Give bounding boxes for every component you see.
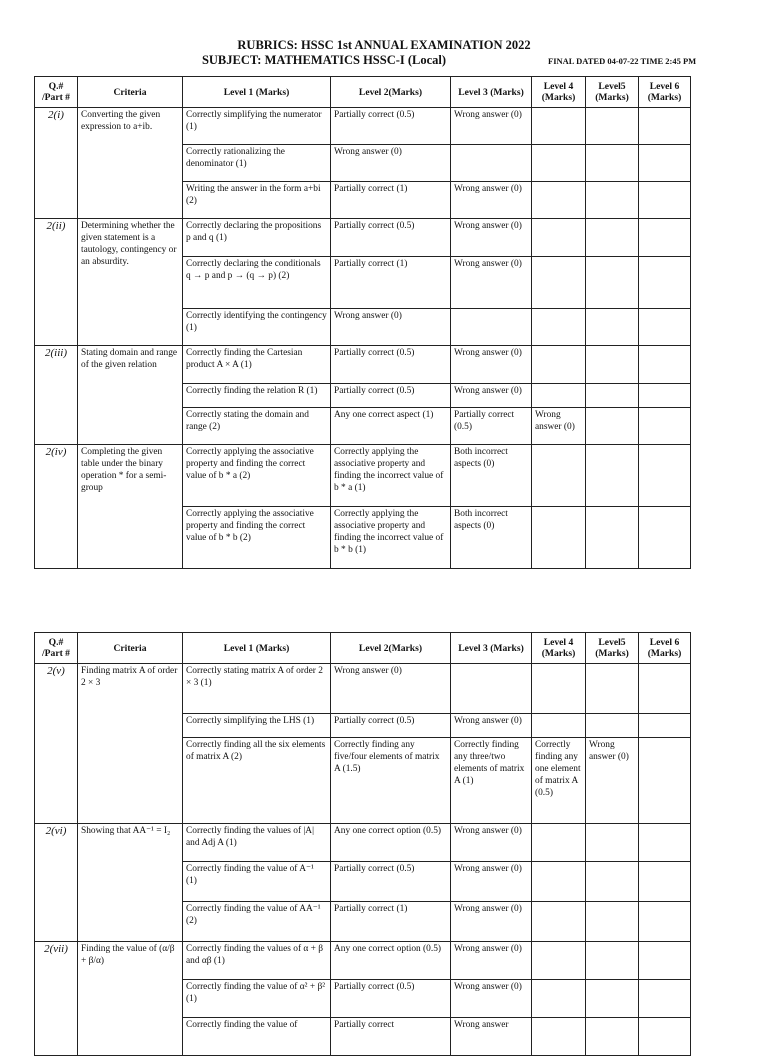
level5-cell: [586, 108, 639, 145]
level4-cell: [532, 346, 586, 384]
level6-cell: [639, 824, 691, 862]
level1-cell: Correctly finding the value of A⁻¹ (1): [183, 862, 331, 902]
table-row: [35, 942, 691, 980]
criteria-cell: Stating domain and range of the given relation: [78, 346, 183, 445]
level6-cell: [639, 445, 691, 507]
level6-cell: [639, 145, 691, 182]
table-row: [35, 824, 691, 862]
level1-cell: Writing the answer in the form a+bi (2): [183, 182, 331, 219]
level2-cell: Partially correct (1): [331, 182, 451, 219]
level6-cell: [639, 714, 691, 738]
column-header-level4: Level 4 (Marks): [532, 633, 586, 664]
question-number: 2(iii): [35, 346, 78, 445]
table-row: [35, 664, 691, 714]
level1-cell: Correctly stating the domain and range (2): [183, 408, 331, 445]
level2-cell: Correctly applying the associative property and finding the incorrect value of b * b (1): [331, 507, 451, 569]
level2-cell: Partially correct (0.5): [331, 980, 451, 1018]
document-subject: SUBJECT: MATHEMATICS HSSC-I (Local): [201, 53, 447, 67]
level2-cell: Partially correct (0.5): [331, 862, 451, 902]
level2-cell: Wrong answer (0): [331, 664, 451, 714]
level3-cell: Wrong answer (0): [451, 257, 532, 309]
level3-cell: Wrong answer (0): [451, 902, 532, 942]
level3-cell: Both incorrect aspects (0): [451, 445, 532, 507]
level5-cell: [586, 507, 639, 569]
level1-cell: Correctly declaring the propositions p and q (1): [183, 219, 331, 257]
level4-cell: [532, 664, 586, 714]
level4-cell: [532, 1018, 586, 1056]
level4-cell: [532, 384, 586, 408]
column-header-level1: Level 1 (Marks): [183, 633, 331, 664]
question-number: 2(i): [35, 108, 78, 219]
level1-cell: Correctly finding all the six elements of matrix A (2): [183, 738, 331, 824]
column-header-level5: Level5 (Marks): [586, 77, 639, 108]
level5-cell: [586, 145, 639, 182]
table-row: [35, 445, 691, 507]
level4-cell: [532, 862, 586, 902]
final-dated-note: FINAL DATED 04-07-22 TIME 2:45 PM: [548, 56, 697, 66]
level4-cell: [532, 108, 586, 145]
level3-cell: Wrong answer (0): [451, 182, 532, 219]
level1-cell: Correctly simplifying the numerator (1): [183, 108, 331, 145]
level6-cell: [639, 384, 691, 408]
criteria-cell: Completing the given table under the binary operation * for a semi-group: [78, 445, 183, 569]
level3-cell: Both incorrect aspects (0): [451, 507, 532, 569]
level1-cell: Correctly identifying the contingency (1): [183, 309, 331, 346]
level4-cell: [532, 145, 586, 182]
level3-cell: Correctly finding any three/two elements of matrix A (1): [451, 738, 532, 824]
column-header-level5: Level5 (Marks): [586, 633, 639, 664]
rubric-table-2: [34, 632, 691, 1056]
level5-cell: [586, 182, 639, 219]
criteria-cell: Showing that AA⁻¹ = I₂: [78, 824, 183, 942]
level6-cell: [639, 980, 691, 1018]
question-number: 2(iv): [35, 445, 78, 569]
level3-cell: Wrong answer: [451, 1018, 532, 1056]
question-number: 2(vi): [35, 824, 78, 942]
level3-cell: [451, 309, 532, 346]
level1-cell: Correctly finding the value of: [183, 1018, 331, 1056]
level1-cell: Correctly finding the value of α² + β² (1): [183, 980, 331, 1018]
level5-cell: [586, 714, 639, 738]
level3-cell: Partially correct (0.5): [451, 408, 532, 445]
level3-cell: Wrong answer (0): [451, 108, 532, 145]
level6-cell: [639, 664, 691, 714]
level1-cell: Correctly finding the Cartesian product A × A (1): [183, 346, 331, 384]
question-number: 2(ii): [35, 219, 78, 346]
level5-cell: [586, 445, 639, 507]
level6-cell: [639, 902, 691, 942]
level1-cell: Correctly rationalizing the denominator (1): [183, 145, 331, 182]
document-title: RUBRICS: HSSC 1st ANNUAL EXAMINATION 2022: [237, 38, 531, 52]
criteria-cell: Converting the given expression to a+ib.: [78, 108, 183, 219]
level3-cell: Wrong answer (0): [451, 714, 532, 738]
level2-cell: Any one correct option (0.5): [331, 824, 451, 862]
level3-cell: [451, 664, 532, 714]
level6-cell: [639, 942, 691, 980]
level3-cell: Wrong answer (0): [451, 346, 532, 384]
level6-cell: [639, 309, 691, 346]
level4-cell: [532, 309, 586, 346]
level1-cell: Correctly finding the values of α + β and αβ (1): [183, 942, 331, 980]
column-header-level1: Level 1 (Marks): [183, 77, 331, 108]
level6-cell: [639, 738, 691, 824]
criteria-cell: Finding the value of (α/β + β/α): [78, 942, 183, 1056]
level4-cell: [532, 445, 586, 507]
level4-cell: [532, 980, 586, 1018]
level2-cell: Wrong answer (0): [331, 309, 451, 346]
level6-cell: [639, 182, 691, 219]
column-header-level3: Level 3 (Marks): [451, 77, 532, 108]
column-header-level4: Level 4 (Marks): [532, 77, 586, 108]
level2-cell: Correctly applying the associative property and finding the incorrect value of b * a (1): [331, 445, 451, 507]
level2-cell: Any one correct option (0.5): [331, 942, 451, 980]
level5-cell: [586, 346, 639, 384]
level5-cell: [586, 309, 639, 346]
table-row: [35, 108, 691, 145]
level1-cell: Correctly finding the value of AA⁻¹ (2): [183, 902, 331, 942]
level5-cell: Wrong answer (0): [586, 738, 639, 824]
level5-cell: [586, 862, 639, 902]
level3-cell: Wrong answer (0): [451, 862, 532, 902]
level6-cell: [639, 1018, 691, 1056]
column-header-criteria: Criteria: [78, 633, 183, 664]
level4-cell: [532, 182, 586, 219]
criteria-cell: Finding matrix A of order 2 × 3: [78, 664, 183, 824]
level5-cell: [586, 219, 639, 257]
rubric-table-1: [34, 76, 691, 569]
level2-cell: Partially correct (0.5): [331, 219, 451, 257]
level2-cell: Partially correct (0.5): [331, 346, 451, 384]
column-header-q: Q.# /Part #: [35, 77, 78, 108]
level5-cell: [586, 664, 639, 714]
level2-cell: Partially correct (1): [331, 257, 451, 309]
level4-cell: [532, 714, 586, 738]
table-header-row: [35, 633, 691, 664]
level6-cell: [639, 108, 691, 145]
level2-cell: Partially correct (0.5): [331, 384, 451, 408]
level6-cell: [639, 346, 691, 384]
level6-cell: [639, 257, 691, 309]
level6-cell: [639, 219, 691, 257]
level6-cell: [639, 507, 691, 569]
level5-cell: [586, 824, 639, 862]
level1-cell: Correctly applying the associative property and finding the correct value of b * b (2): [183, 507, 331, 569]
question-number: 2(v): [35, 664, 78, 824]
level3-cell: [451, 145, 532, 182]
table-header-row: [35, 77, 691, 108]
level2-cell: Partially correct (1): [331, 902, 451, 942]
column-header-level2: Level 2(Marks): [331, 633, 451, 664]
level1-cell: Correctly stating matrix A of order 2 × 3 (1): [183, 664, 331, 714]
level1-cell: Correctly finding the values of |A| and Adj A (1): [183, 824, 331, 862]
level3-cell: Wrong answer (0): [451, 942, 532, 980]
level2-cell: Wrong answer (0): [331, 145, 451, 182]
level4-cell: [532, 507, 586, 569]
level1-cell: Correctly applying the associative property and finding the correct value of b * a (2): [183, 445, 331, 507]
level3-cell: Wrong answer (0): [451, 384, 532, 408]
level5-cell: [586, 257, 639, 309]
level5-cell: [586, 408, 639, 445]
level3-cell: Wrong answer (0): [451, 824, 532, 862]
level5-cell: [586, 980, 639, 1018]
column-header-q: Q.# /Part #: [35, 633, 78, 664]
level4-cell: [532, 902, 586, 942]
table-row: [35, 219, 691, 257]
level4-cell: Wrong answer (0): [532, 408, 586, 445]
level5-cell: [586, 902, 639, 942]
level4-cell: [532, 942, 586, 980]
level2-cell: Partially correct (0.5): [331, 108, 451, 145]
level1-cell: Correctly declaring the conditionals q → p and p → (q → p) (2): [183, 257, 331, 309]
level5-cell: [586, 942, 639, 980]
criteria-cell: Determining whether the given statement is a tautology, contingency or an absurdity.: [78, 219, 183, 346]
level6-cell: [639, 862, 691, 902]
column-header-level6: Level 6 (Marks): [639, 77, 691, 108]
column-header-criteria: Criteria: [78, 77, 183, 108]
level4-cell: [532, 257, 586, 309]
column-header-level2: Level 2(Marks): [331, 77, 451, 108]
level5-cell: [586, 384, 639, 408]
level3-cell: Wrong answer (0): [451, 980, 532, 1018]
level1-cell: Correctly finding the relation R (1): [183, 384, 331, 408]
level2-cell: Partially correct (0.5): [331, 714, 451, 738]
level4-cell: [532, 824, 586, 862]
level5-cell: [586, 1018, 639, 1056]
column-header-level3: Level 3 (Marks): [451, 633, 532, 664]
level3-cell: Wrong answer (0): [451, 219, 532, 257]
level1-cell: Correctly simplifying the LHS (1): [183, 714, 331, 738]
column-header-level6: Level 6 (Marks): [639, 633, 691, 664]
question-number: 2(vii): [35, 942, 78, 1056]
table-row: [35, 346, 691, 384]
level6-cell: [639, 408, 691, 445]
level4-cell: [532, 219, 586, 257]
level2-cell: Any one correct aspect (1): [331, 408, 451, 445]
level2-cell: Correctly finding any five/four elements of matrix A (1.5): [331, 738, 451, 824]
level4-cell: Correctly finding any one element of matrix A (0.5): [532, 738, 586, 824]
level2-cell: Partially correct: [331, 1018, 451, 1056]
